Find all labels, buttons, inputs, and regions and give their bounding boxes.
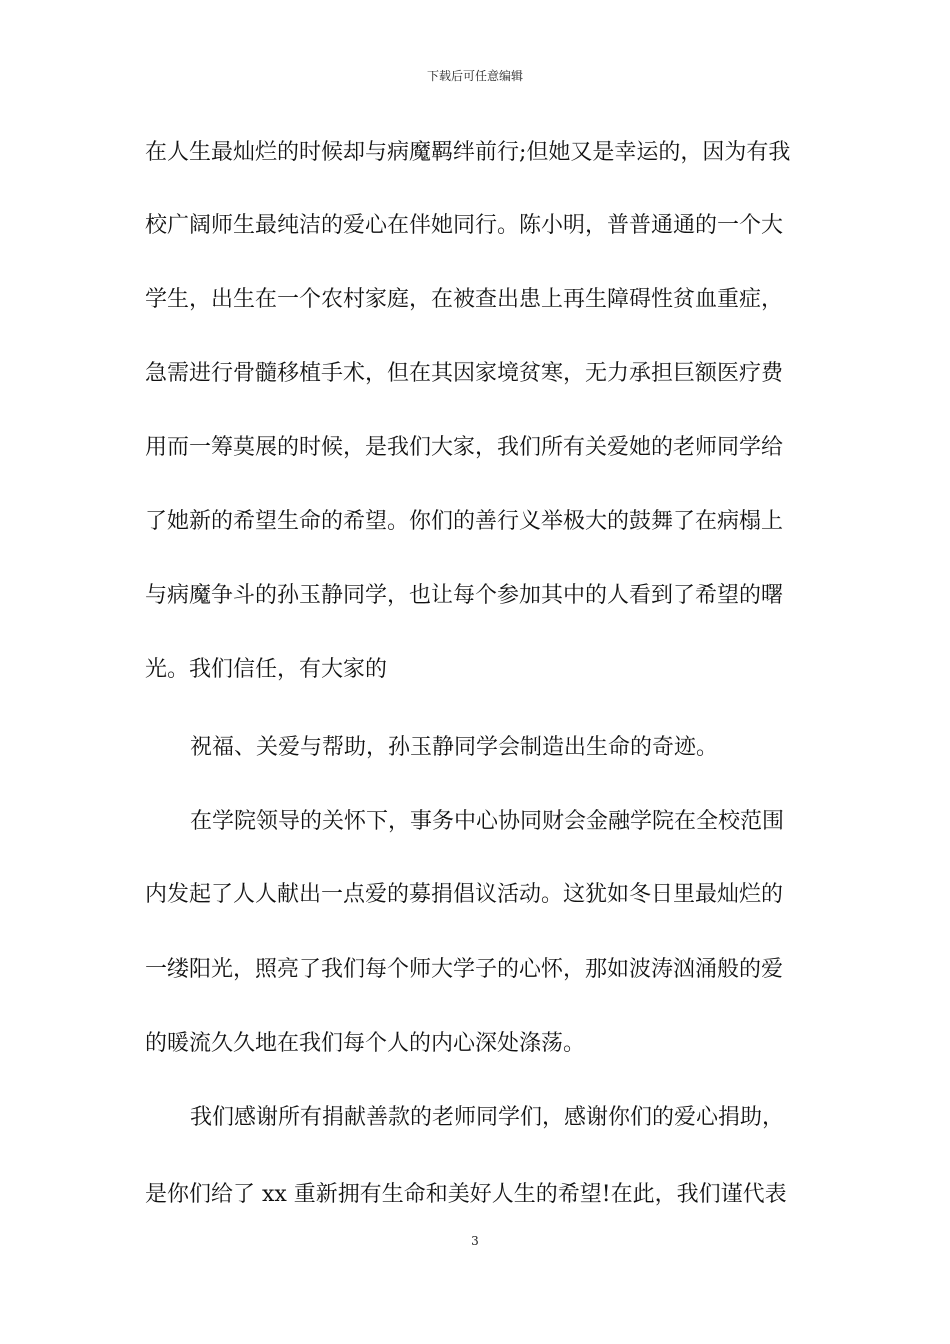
body-line-6: 了她新的希望生命的希望。你们的善行义举极大的鼓舞了在病榻上: [145, 509, 784, 534]
body-line-4: 急需进行骨髓移植手术，但在其因家境贫寒，无力承担巨额医疗费: [145, 361, 784, 386]
paragraph-2-line-2: 内发起了人人献出一点爱的募捐倡议活动。这犹如冬日里最灿烂的: [145, 882, 784, 907]
body-line-5: 用而一筹莫展的时候，是我们大家，我们所有关爱她的老师同学给: [145, 435, 784, 460]
body-line-3: 学生，出生在一个农村家庭，在被查出患上再生障碍性贫血重症，: [145, 287, 784, 312]
paragraph-2-line-3: 一缕阳光，照亮了我们每个师大学子的心怀，那如波涛汹涌般的爱: [145, 957, 784, 982]
body-line-8: 光。我们信任，有大家的: [145, 657, 388, 682]
paragraph-2-line-4: 的暖流久久地在我们每个人的内心深处涤荡。: [145, 1031, 586, 1056]
body-line-1: 在人生最灿烂的时候却与病魔羁绊前行;但她又是幸运的，因为有我: [145, 140, 791, 165]
page-header: 下载后可任意编辑: [426, 69, 523, 83]
page-number: 3: [471, 1234, 479, 1248]
paragraph-3-line-1: 我们感谢所有捐献善款的老师同学们，感谢你们的爱心捐助，: [190, 1105, 785, 1130]
body-line-2: 校广阔师生最纯洁的爱心在伴她同行。陈小明，普普通通的一个大: [145, 213, 784, 238]
paragraph-3-line-2: 是你们给了 xx 重新拥有生命和美好人生的希望!在此，我们谨代表: [145, 1182, 787, 1207]
body-line-7: 与病魔争斗的孙玉静同学，也让每个参加其中的人看到了希望的曙: [145, 583, 784, 608]
paragraph-2-line-1: 在学院领导的关怀下，事务中心协同财会金融学院在全校范围: [190, 809, 785, 834]
body-line-9: 祝福、关爱与帮助，孙玉静同学会制造出生命的奇迹。: [190, 735, 719, 760]
